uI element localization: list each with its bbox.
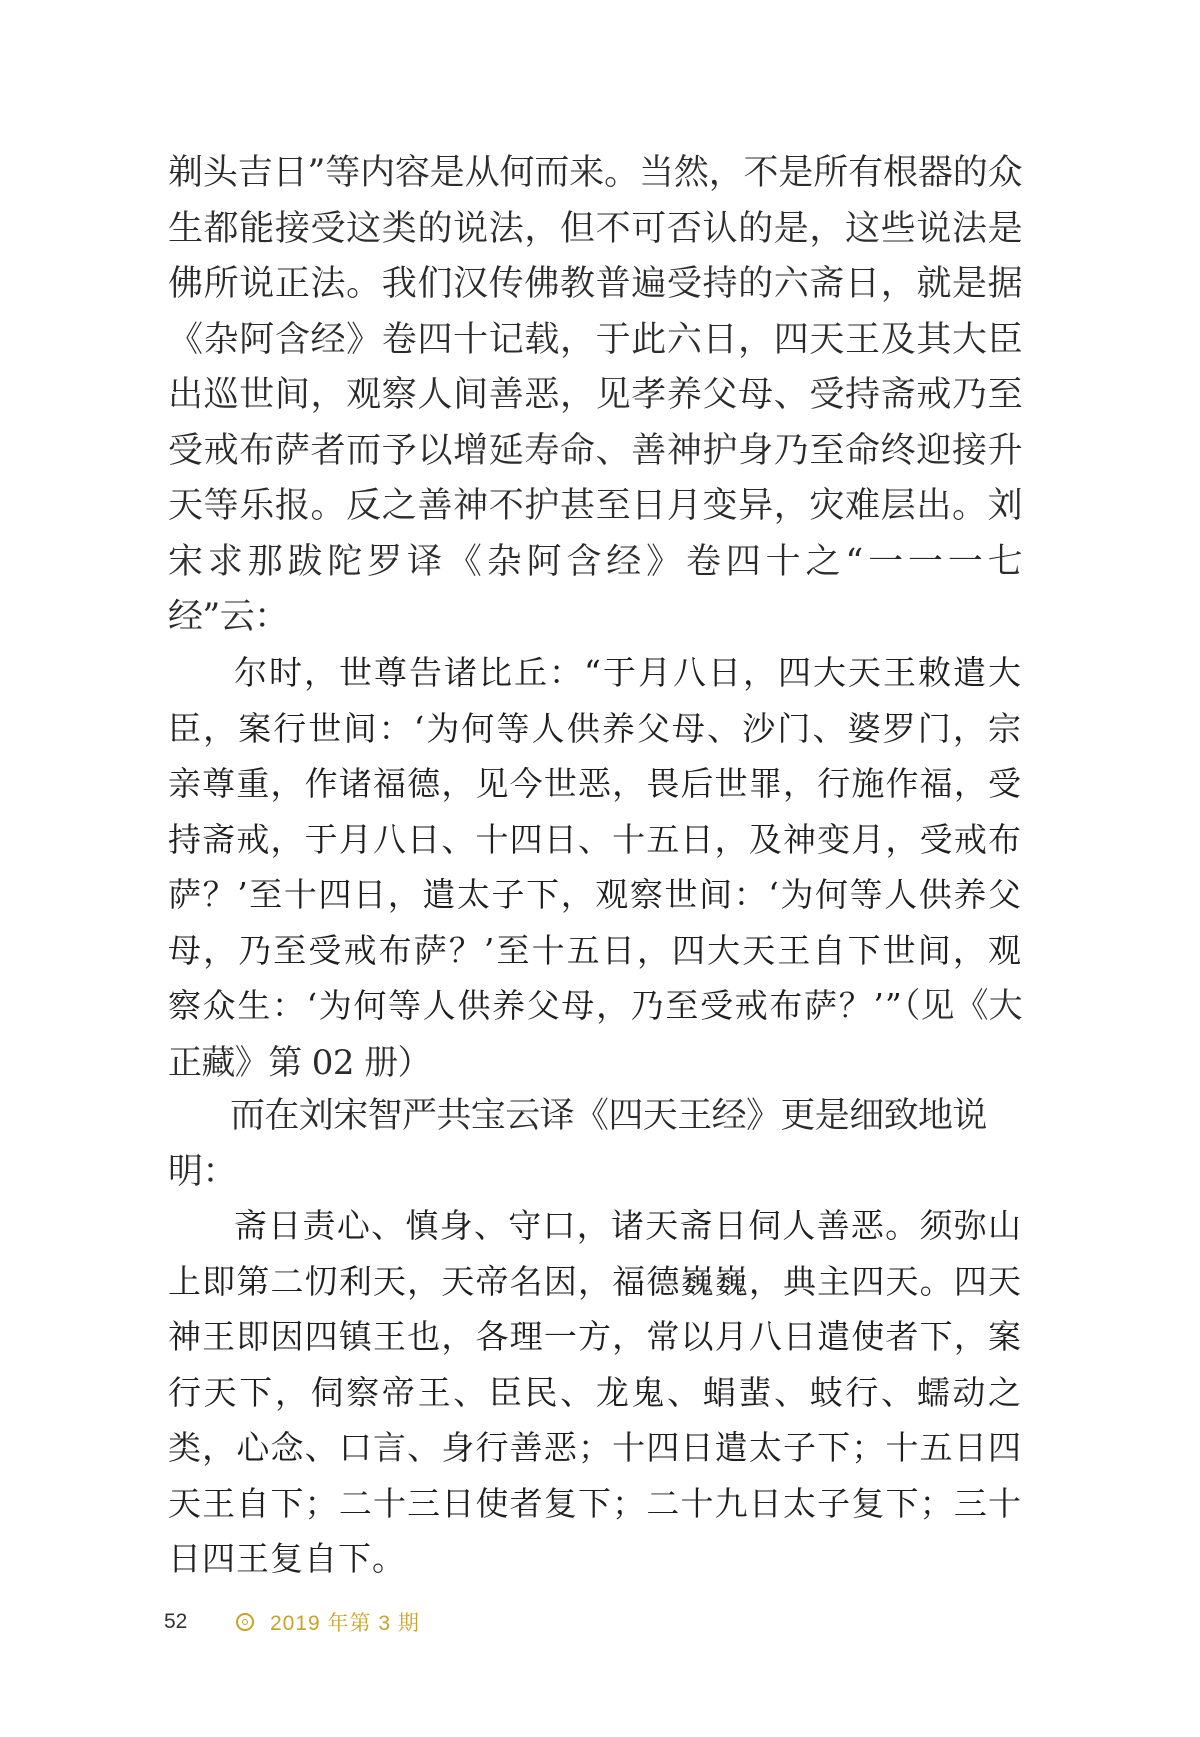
- quotation-block-1: [168, 645, 1022, 1091]
- body-paragraph-2: 而在刘宋智严共宝云译《四天王经》更是细致地说明：: [168, 1096, 987, 1192]
- page-footer: [164, 1604, 420, 1640]
- double-circle-icon: [236, 1613, 254, 1631]
- page-number: 52: [164, 1610, 188, 1633]
- issue-label: 2019 年第 3 期: [270, 1612, 420, 1635]
- quotation-1-citation: （见《大正藏》第 02 册）: [168, 986, 1022, 1083]
- quotation-block-2: 斋日责心、慎身、守口，诸天斋日伺人善恶。须弥山上即第二忉利天，天帝名因，福德巍巍，典主四天。四天神王即因四镇王也，各理一方，常以月八日遣使者下，案行天下，伺察帝王、臣民、龙鬼、蜎蜚、蚑行、蠕动之类，心念、口言、身行善恶；十四日遣太子下；十五日四天王自下；二十三日使者复下；二十九日太子复下；三十日四王复自下。: [168, 1206, 1022, 1578]
- body-paragraph-1: 剃头吉日”等内容是从何而来。当然，不是所有根器的众生都能接受这类的说法，但不可否认的是，这些说法是佛所说正法。我们汉传佛教普遍受持的六斋日，就是据《杂阿含经》卷四十记载，于此六日，四天王及其大臣出巡世间，观察人间善恶，见孝养父母、受持斋戒乃至受戒布萨者而予以增延寿命、善神护身乃至命终迎接升天等乐报。反之善神不护甚至日月变异，灾难层出。刘宋求那跋陀罗译《杂阿含经》卷四十之“一一一七经”云：: [168, 153, 1022, 637]
- quotation-1-text: 尔时，世尊告诸比丘：“于月八日，四大天王敕遣大臣，案行世间：‘为何等人供养父母、沙门、婆罗门，宗亲尊重，作诸福德，见今世恶，畏后世罪，行施作福，受持斋戒，于月八日、十四日、十五日，及神变月，受戒布萨？’至十四日，遣太子下，观察世间：‘为何等人供养父母，乃至受戒布萨？’至十五日，四大天王自下世间，观察众生：‘为何等人供养父母，乃至受戒布萨？’”: [168, 653, 1022, 1025]
